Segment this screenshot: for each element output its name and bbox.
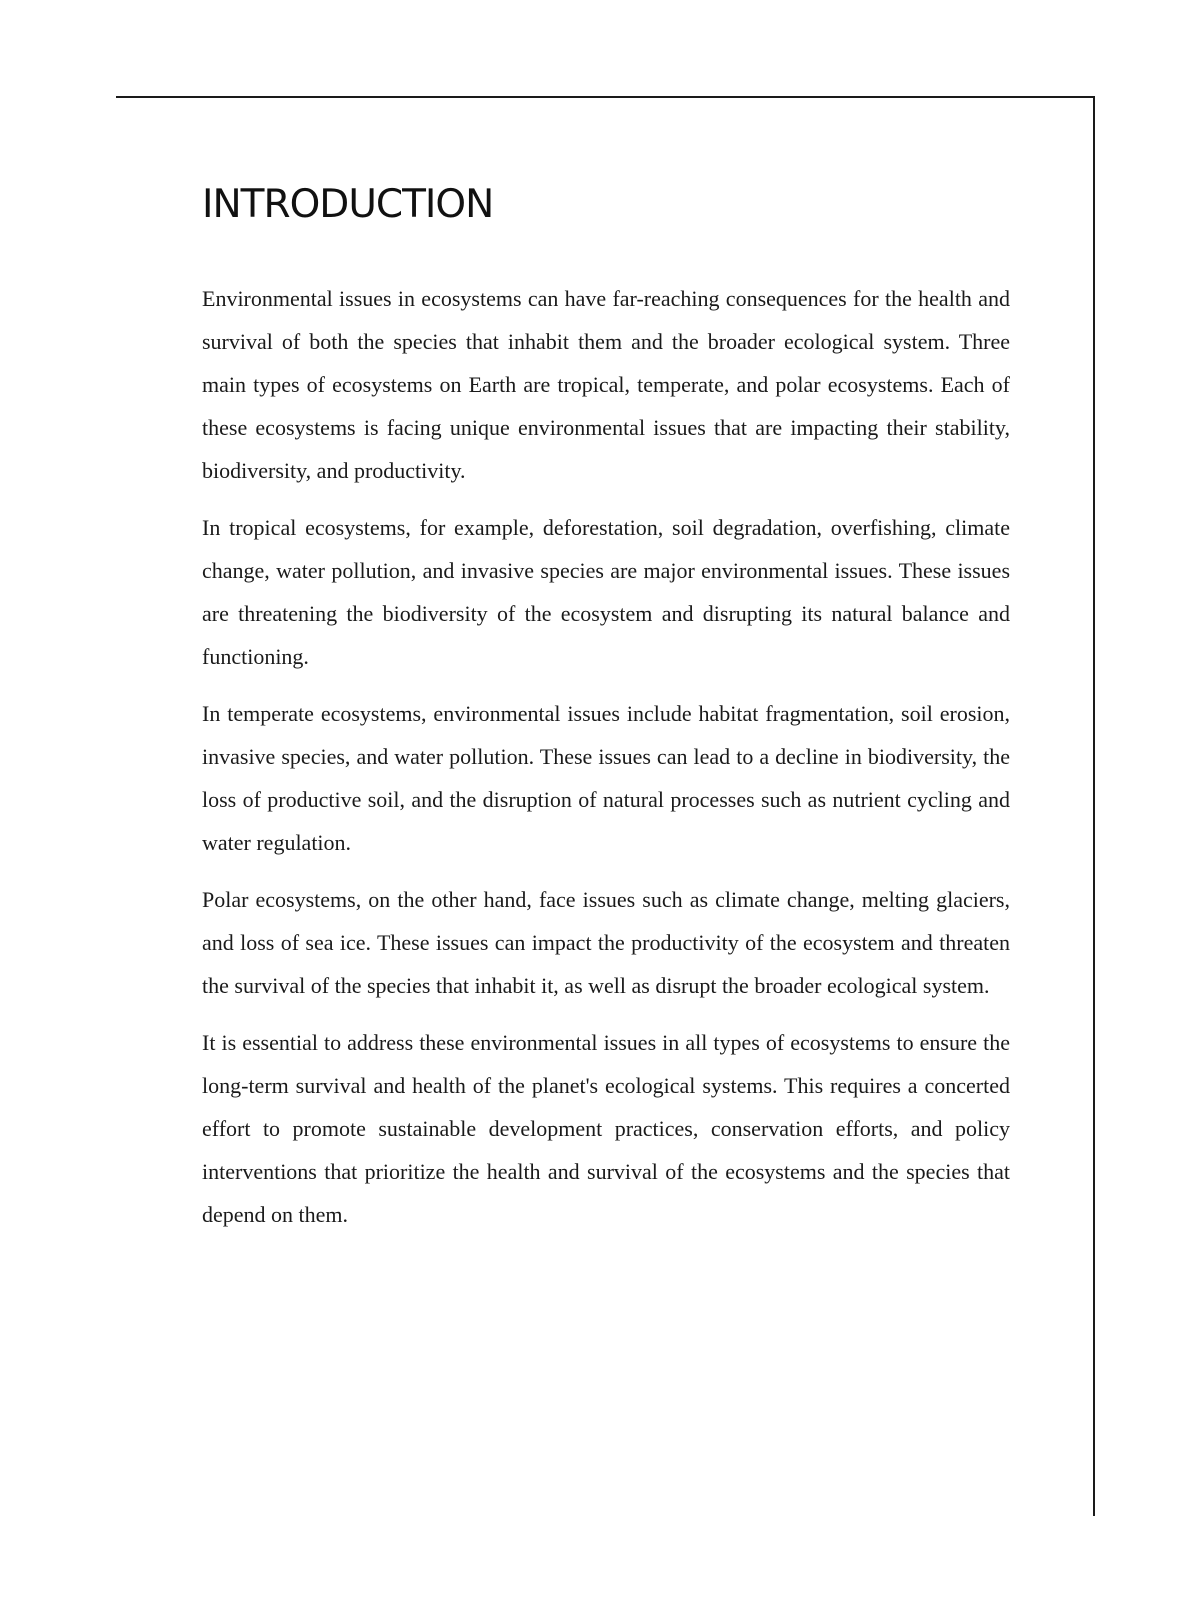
document-body: [202, 180, 1010, 1250]
paragraph-intro: Environmental issues in ecosystems can have far-reaching consequences for the health and survival of both the species that inhabit them and the broader ecological system. Three main types of ecosystems on Earth are tropical, temperate, and polar ecosystems. Each of these ecosystems is facing unique environmental issues that are impacting their stability, biodiversity, and productivity.: [202, 285, 1010, 483]
paragraph-temperate: In temperate ecosystems, environmental issues include habitat fragmentation, soil erosion, invasive species, and water pollution. These issues can lead to a decline in biodiversity, the loss of productive soil, and the disruption of natural processes such as nutrient cycling and water regulation.: [202, 700, 1010, 855]
paragraph-tropical: In tropical ecosystems, for example, deforestation, soil degradation, overfishing, climate change, water pollution, and invasive species are major environmental issues. These issues are threatening the biodiversity of the ecosystem and disrupting its natural balance and functioning.: [202, 514, 1010, 669]
paragraph-polar: Polar ecosystems, on the other hand, face issues such as climate change, melting glaciers, and loss of sea ice. These issues can impact the productivity of the ecosystem and threaten the survival of the species that inhabit it, as well as disrupt the broader ecological system.: [202, 886, 1010, 998]
paragraph-conclusion: It is essential to address these environmental issues in all types of ecosystems to ensure the long-term survival and health of the planet's ecological systems. This requires a concerted effort to promote sustainable development practices, conservation efforts, and policy interventions that prioritize the health and survival of the ecosystems and the species that depend on them.: [202, 1029, 1010, 1227]
page-title: INTRODUCTION: [202, 182, 494, 227]
